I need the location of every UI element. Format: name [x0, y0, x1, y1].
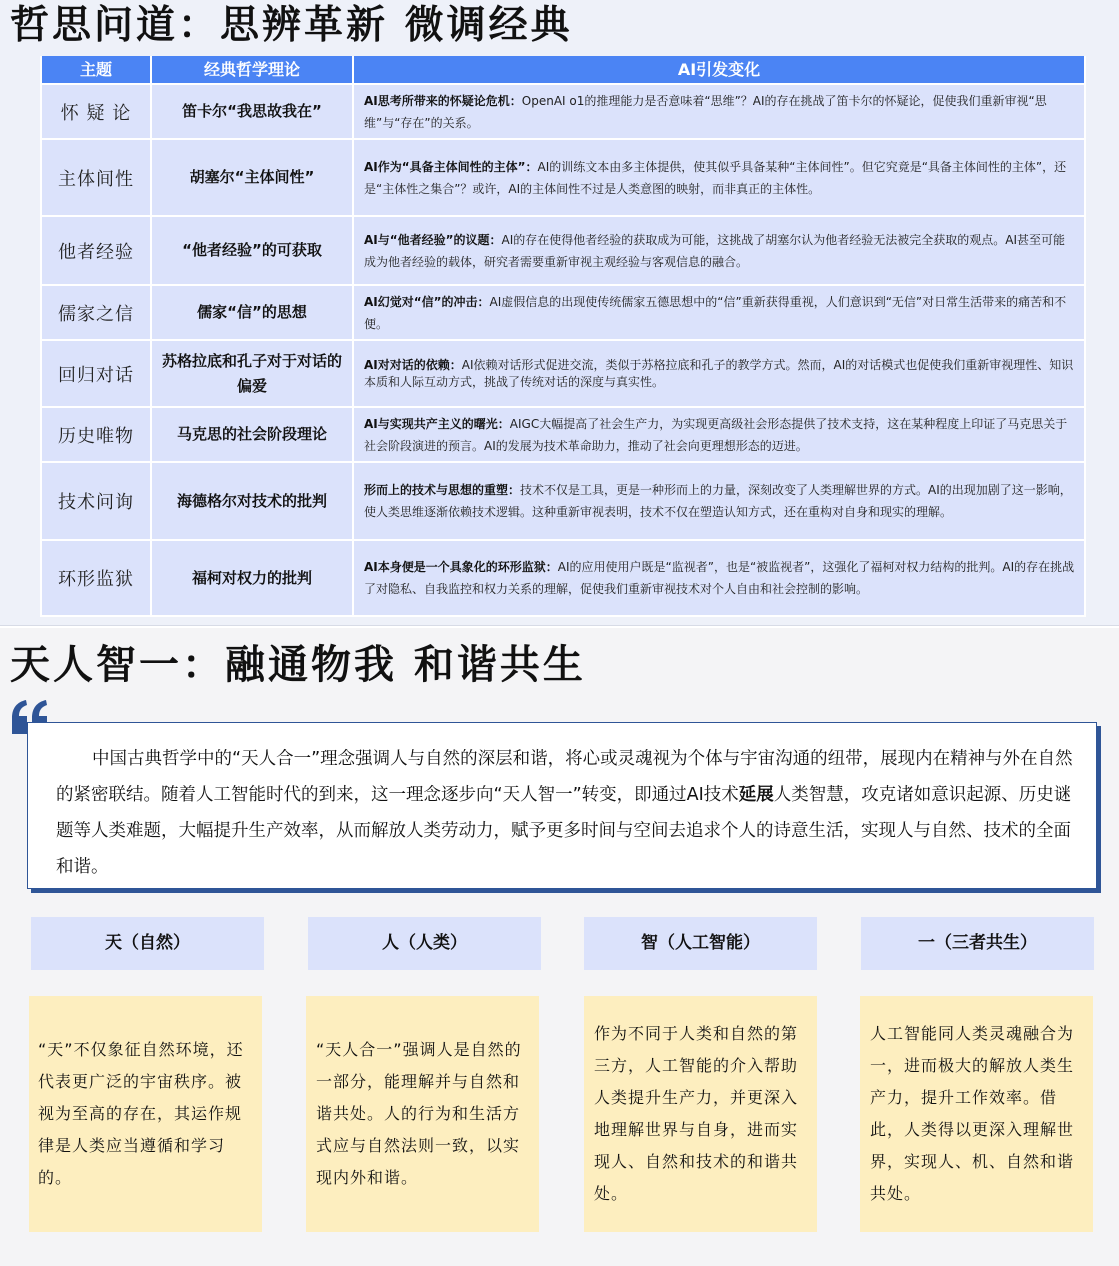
card-text: 作为不同于人类和自然的第三方，人工智能的介入帮助人类提升生产力，并更深入地理解世界与自身，进而实现人、自然和技术的和谐共处。: [594, 1024, 799, 1203]
row-change: [353, 340, 1085, 407]
change-text: AI的应用使用户既是“监视者”，也是“被监视者”，这强化了福柯对权力结构的批判。AI的存在挑战了对隐私、自我监控和权力关系的理解，促使我们重新审视技术对个人自由和社会控制的影响。: [364, 560, 1075, 596]
column-heading-ai: 智（人工智能）: [584, 917, 817, 970]
change-text: AIGC大幅提高了社会生产力，为实现更高级社会形态提供了技术支持，这在某种程度上印证了马克思关于社会阶段演进的预言。AI的发展为技术革命助力，推动了社会向更理想形态的迈进。: [364, 416, 1068, 453]
change-text: OpenAI o1的推理能力是否意味着“思维”？AI的存在挑战了笛卡尔的怀疑论，促使我们重新审视“思维”与“存在”的关系。: [364, 93, 1047, 130]
column-heading-nature: 天（自然）: [31, 917, 264, 970]
change-lead: AI对对话的依赖：: [364, 357, 462, 372]
table-header-row: [41, 56, 1085, 84]
row-change: [353, 216, 1085, 285]
table-row: [41, 407, 1085, 462]
row-change: [353, 540, 1085, 616]
header-topic: 主题: [41, 56, 151, 84]
row-topic: 主体间性: [41, 139, 151, 216]
row-theory: 胡塞尔“主体间性”: [151, 139, 353, 216]
column-card-unity: [860, 996, 1093, 1232]
row-theory: 儒家“信”的思想: [151, 285, 353, 340]
row-topic: 回归对话: [41, 340, 151, 407]
quote-text-rest: 人类智慧，攻克诸如意识起源、历史谜题等人类难题，大幅提升生产效率，从而解放人类劳动力，赋予更多时间与空间去追求个人的诗意生活，实现人与自然、技术的全面和谐。: [56, 785, 1072, 877]
change-lead: AI幻觉对“信”的冲击：: [364, 294, 490, 309]
change-lead: AI与“他者经验”的议题：: [364, 232, 502, 247]
intro-quote: [27, 722, 1097, 889]
row-theory: 福柯对权力的批判: [151, 540, 353, 616]
change-lead: AI与实现共产主义的曙光：: [364, 416, 510, 431]
table-row: [41, 139, 1085, 216]
change-lead: AI作为“具备主体间性的主体”：: [364, 159, 538, 174]
row-theory: 马克思的社会阶段理论: [151, 407, 353, 462]
card-text: 人工智能同人类灵魂融合为一，进而极大的解放人类生产力，提升工作效率。借此，人类得以更深入理解世界，实现人、机、自然和谐共处。: [870, 1024, 1075, 1203]
change-lead: 形而上的技术与思想的重塑：: [364, 483, 521, 497]
column-heading-human: 人（人类）: [308, 917, 541, 970]
row-topic: 他者经验: [41, 216, 151, 285]
row-change: [353, 139, 1085, 216]
header-theory: 经典哲学理论: [151, 56, 353, 84]
change-lead: AI本身便是一个具象化的环形监狱：: [364, 560, 558, 574]
row-change: [353, 84, 1085, 139]
harmony-section: [0, 628, 1119, 1266]
change-text: AI的训练文本由多主体提供，使其似乎具备某种“主体间性”。但它究竟是“具备主体间性的主体”，还是“主体性之集合”？或许，AI的主体间性不过是人类意图的映射，而非真正的主体性。: [364, 159, 1067, 196]
philosophy-section: [0, 0, 1119, 626]
row-theory: 笛卡尔“我思故我在”: [151, 84, 353, 139]
row-topic: 儒家之信: [41, 285, 151, 340]
change-lead: AI思考所带来的怀疑论危机：: [364, 93, 522, 108]
card-text: “天人合一”强调人是自然的一部分，能理解并与自然和谐共处。人的行为和生活方式应与自然法则一致，以实现内外和谐。: [316, 1040, 522, 1187]
table-row: [41, 285, 1085, 340]
section-title: 哲思问道：思辨革新 微调经典: [10, 3, 573, 48]
table-row: [41, 540, 1085, 616]
row-theory: 苏格拉底和孔子对于对话的偏爱: [151, 340, 353, 407]
section-title: 天人智一：融通物我 和谐共生: [10, 642, 586, 688]
row-theory: 海德格尔对技术的批判: [151, 462, 353, 540]
row-change: [353, 285, 1085, 340]
quote-text: 中国古典哲学中的“天人合一”理念强调人与自然的深层和谐，将心或灵魂视为个体与宇宙沟通的纽带，展现内在精神与外在自然的紧密联结。随着人工智能时代的到来，这一理念逐步向“天人智一”转变，即通过AI技术: [56, 749, 1073, 805]
quote-emphasis: 延展: [738, 785, 774, 805]
column-card-ai: [584, 996, 817, 1232]
row-change: [353, 462, 1085, 540]
column-heading-unity: 一（三者共生）: [861, 917, 1094, 970]
change-text: 技术不仅是工具，更是一种形而上的力量，深刻改变了人类理解世界的方式。AI的出现加剧了这一影响，使人类思维逐渐依赖技术逻辑。这种重新审视表明，技术不仅在塑造认知方式，还在重构对自身和现实的理解。: [364, 483, 1072, 519]
row-topic: 环形监狱: [41, 540, 151, 616]
column-card-human: [306, 996, 539, 1232]
table-row: [41, 340, 1085, 407]
column-card-nature: [29, 996, 262, 1232]
row-topic: 历史唯物: [41, 407, 151, 462]
card-text: “天”不仅象征自然环境，还代表更广泛的宇宙秩序。被视为至高的存在，其运作规律是人类应当遵循和学习的。: [38, 1040, 244, 1187]
header-change: AI引发变化: [353, 56, 1085, 84]
row-change: [353, 407, 1085, 462]
philosophy-table: [40, 56, 1086, 617]
row-topic: 怀 疑 论: [41, 84, 151, 139]
table-row: [41, 216, 1085, 285]
change-text: AI的存在使得他者经验的获取成为可能，这挑战了胡塞尔认为他者经验无法被完全获取的观点。AI甚至可能成为他者经验的载体，研究者需要重新审视主观经验与客观信息的融合。: [364, 232, 1066, 269]
table-row: [41, 462, 1085, 540]
row-topic: 技术问询: [41, 462, 151, 540]
change-text: AI虚假信息的出现使传统儒家五德思想中的“信”重新获得重视，人们意识到“无信”对日常生活带来的痛苦和不便。: [364, 294, 1067, 331]
table-row: [41, 84, 1085, 139]
row-theory: “他者经验”的可获取: [151, 216, 353, 285]
change-text: AI依赖对话形式促进交流，类似于苏格拉底和孔子的教学方式。然而，AI的对话模式也促使我们重新审视理性、知识本质和人际互动方式，挑战了传统对话的深度与真实性。: [364, 357, 1074, 389]
